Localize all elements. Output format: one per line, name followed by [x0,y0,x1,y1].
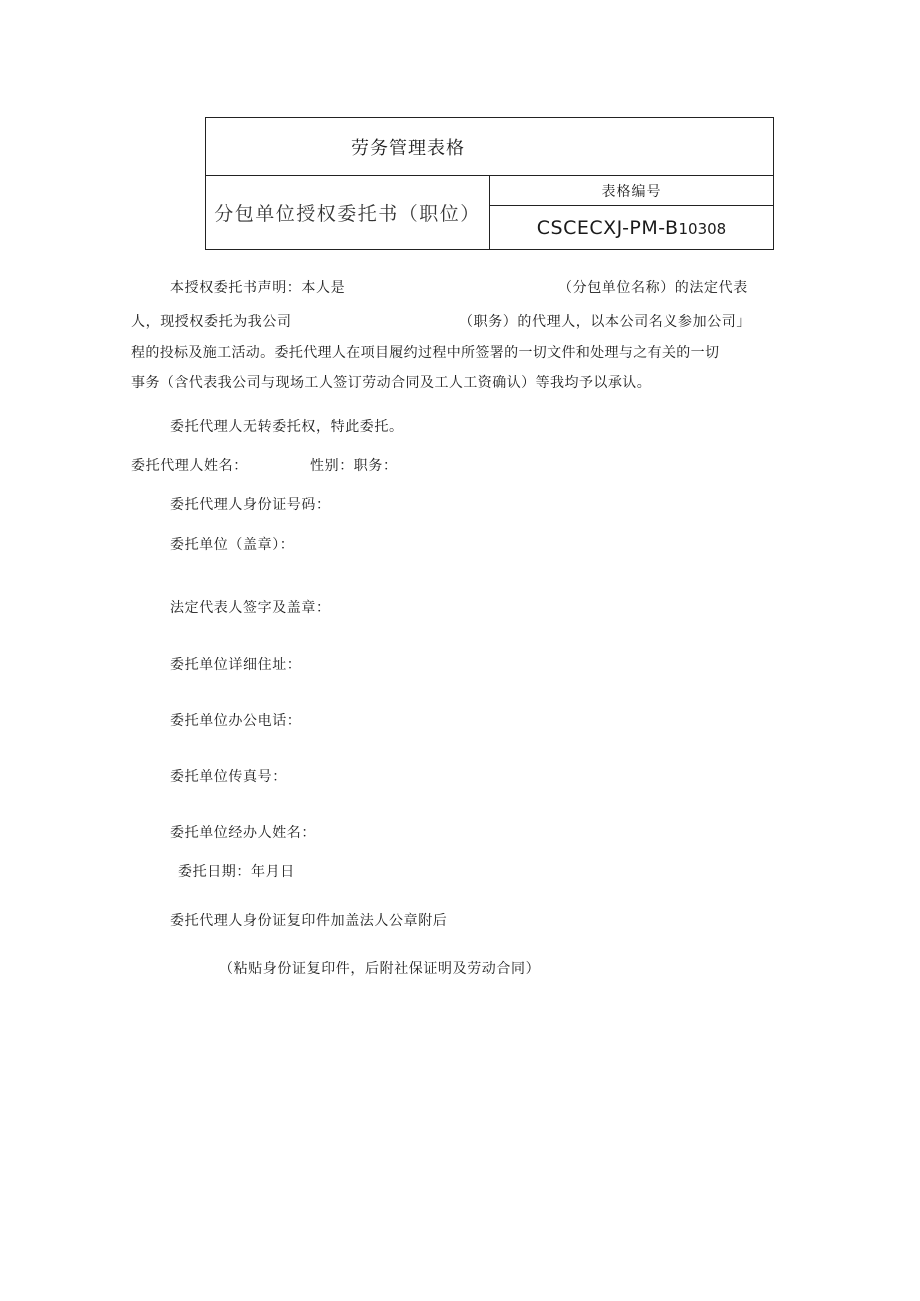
unit-phone-label: 委托单位办公电话： [170,713,302,729]
attachment-note: 委托代理人身份证复印件加盖法人公章附后 [170,913,448,929]
statement-line-3: 程的投标及施工活动。委托代理人在项目履约过程中所签署的一切文件和处理与之有关的一切 [131,345,720,361]
form-header-table [205,117,774,250]
statement-line-2a: 人，现授权委托为我公司 [131,314,292,330]
form-code [490,206,774,250]
commission-date-label: 委托日期：年月日 [178,864,295,880]
statement-line-4: 事务（含代表我公司与现场工人签订劳动合同及工人工资确认）等我均予以承认。 [131,375,652,391]
statement-line-2b: （职务）的代理人，以本公司名义参加公司」 [459,314,751,330]
form-code-main: CSCECXJ-PM-B [536,216,679,239]
unit-fax-label: 委托单位传真号： [170,769,287,785]
form-code-number: 10308 [678,219,727,238]
form-title: 劳务管理表格 [206,118,774,176]
unit-seal-label: 委托单位（盖章）： [170,537,295,553]
agent-gender-title-label: 性别：职务： [310,458,398,474]
no-transfer-statement: 委托代理人无转委托权，特此委托。 [170,419,404,435]
statement-line-1b: （分包单位名称）的法定代表 [558,280,748,296]
statement-line-1a: 本授权委托书声明：本人是 [170,280,346,296]
unit-handler-label: 委托单位经办人姓名： [170,825,316,841]
paste-id-copy-note: （粘贴身份证复印件，后附社保证明及劳动合同） [219,961,541,977]
agent-id-number-label: 委托代理人身份证号码： [170,497,331,513]
agent-name-label: 委托代理人姓名： [131,458,248,474]
legal-rep-signature-label: 法定代表人签字及盖章： [170,600,331,616]
unit-address-label: 委托单位详细住址： [170,657,302,673]
form-name: 分包单位授权委托书（职位） [206,176,490,250]
form-code-label: 表格编号 [490,176,774,206]
